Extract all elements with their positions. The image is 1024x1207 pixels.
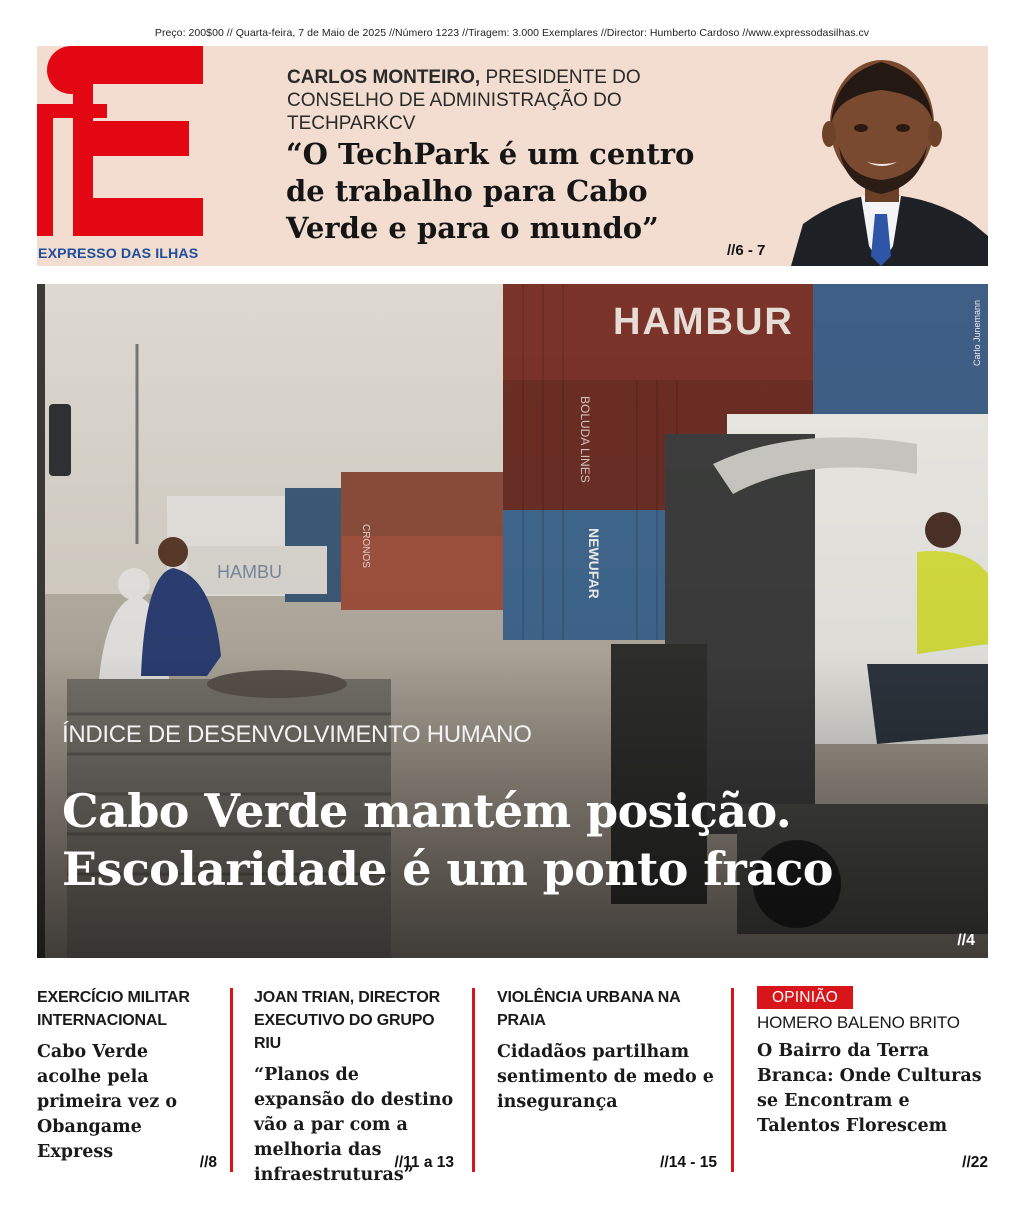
teaser-page-ref: //11 a 13 — [394, 1154, 454, 1171]
teaser-page-ref: //22 — [962, 1154, 988, 1171]
teaser-topic: EXERCÍCIO MILITAR INTERNACIONAL — [37, 989, 190, 1029]
hero-headline[interactable]: Cabo Verde mantém posição. Escolaridade é um ponto fraco — [62, 784, 833, 896]
interview-quote[interactable]: “O TechPark é um centro de trabalho para Cabo Verde e para o mundo” — [286, 137, 695, 245]
teaser-topic: VIOLÊNCIA URBANA NA PRAIA — [497, 989, 680, 1029]
masthead-band — [37, 46, 988, 266]
teaser-page-ref: //8 — [199, 1154, 217, 1171]
teaser-story[interactable]: Cidadãos partilham sentimento de medo e insegurança — [497, 1042, 714, 1112]
interviewee-name: CARLOS MONTEIRO, — [287, 67, 481, 88]
opinion-author: HOMERO BALENO BRITO — [757, 1013, 960, 1032]
expresso-das-ilhas-logo[interactable] — [37, 46, 203, 266]
column-divider — [731, 988, 734, 1172]
teaser-military-exercise[interactable] — [37, 986, 217, 1176]
teaser-page-ref: //14 - 15 — [660, 1154, 717, 1171]
teaser-opinion[interactable] — [757, 986, 988, 1176]
teaser-topic: JOAN TRIAN, DIRECTOR EXECUTIVO DO GRUPO RIU — [254, 989, 440, 1052]
teaser-story[interactable]: O Bairro da Terra Branca: Onde Culturas se Encontram e Talentos Florescem — [757, 1041, 982, 1136]
publication-meta-line: Preço: 200$00 // Quarta-feira, 7 de Maio de 2025 //Número 1223 //Tiragem: 3.000 Exemplares //Director: Humberto Cardoso //www.expressodasilhas.cv — [154, 27, 870, 39]
teaser-urban-violence[interactable] — [497, 986, 717, 1176]
hero-feature[interactable] — [37, 284, 988, 958]
interview-page-ref: //6 - 7 — [727, 242, 766, 259]
logo-wordmark: EXPRESSO DAS ILHAS — [38, 246, 199, 262]
teaser-columns — [37, 986, 988, 1185]
opinion-badge: OPINIÃO — [757, 986, 853, 1009]
hero-kicker: ÍNDICE DE DESENVOLVIMENTO HUMANO — [62, 721, 532, 748]
hero-page-ref: //4 — [957, 932, 975, 949]
photo-credit: Carlo Junemann — [972, 300, 982, 367]
teaser-story[interactable]: “Planos de expansão do destino vão a par com a melhoria das infraestruturas” — [254, 1065, 454, 1185]
ie-logo-mark — [37, 46, 203, 246]
column-divider — [230, 988, 233, 1172]
teaser-story[interactable]: Cabo Verde acolhe pela primeira vez o Obangame Express — [37, 1042, 178, 1162]
teaser-riu-interview[interactable] — [254, 986, 454, 1185]
column-divider — [472, 988, 475, 1172]
interviewee-portrait — [781, 46, 988, 266]
interviewee-role: PRESIDENTE DO CONSELHO DE ADMINISTRAÇÃO DO TECHPARKCV — [287, 67, 641, 134]
interviewee-credit — [287, 66, 727, 135]
